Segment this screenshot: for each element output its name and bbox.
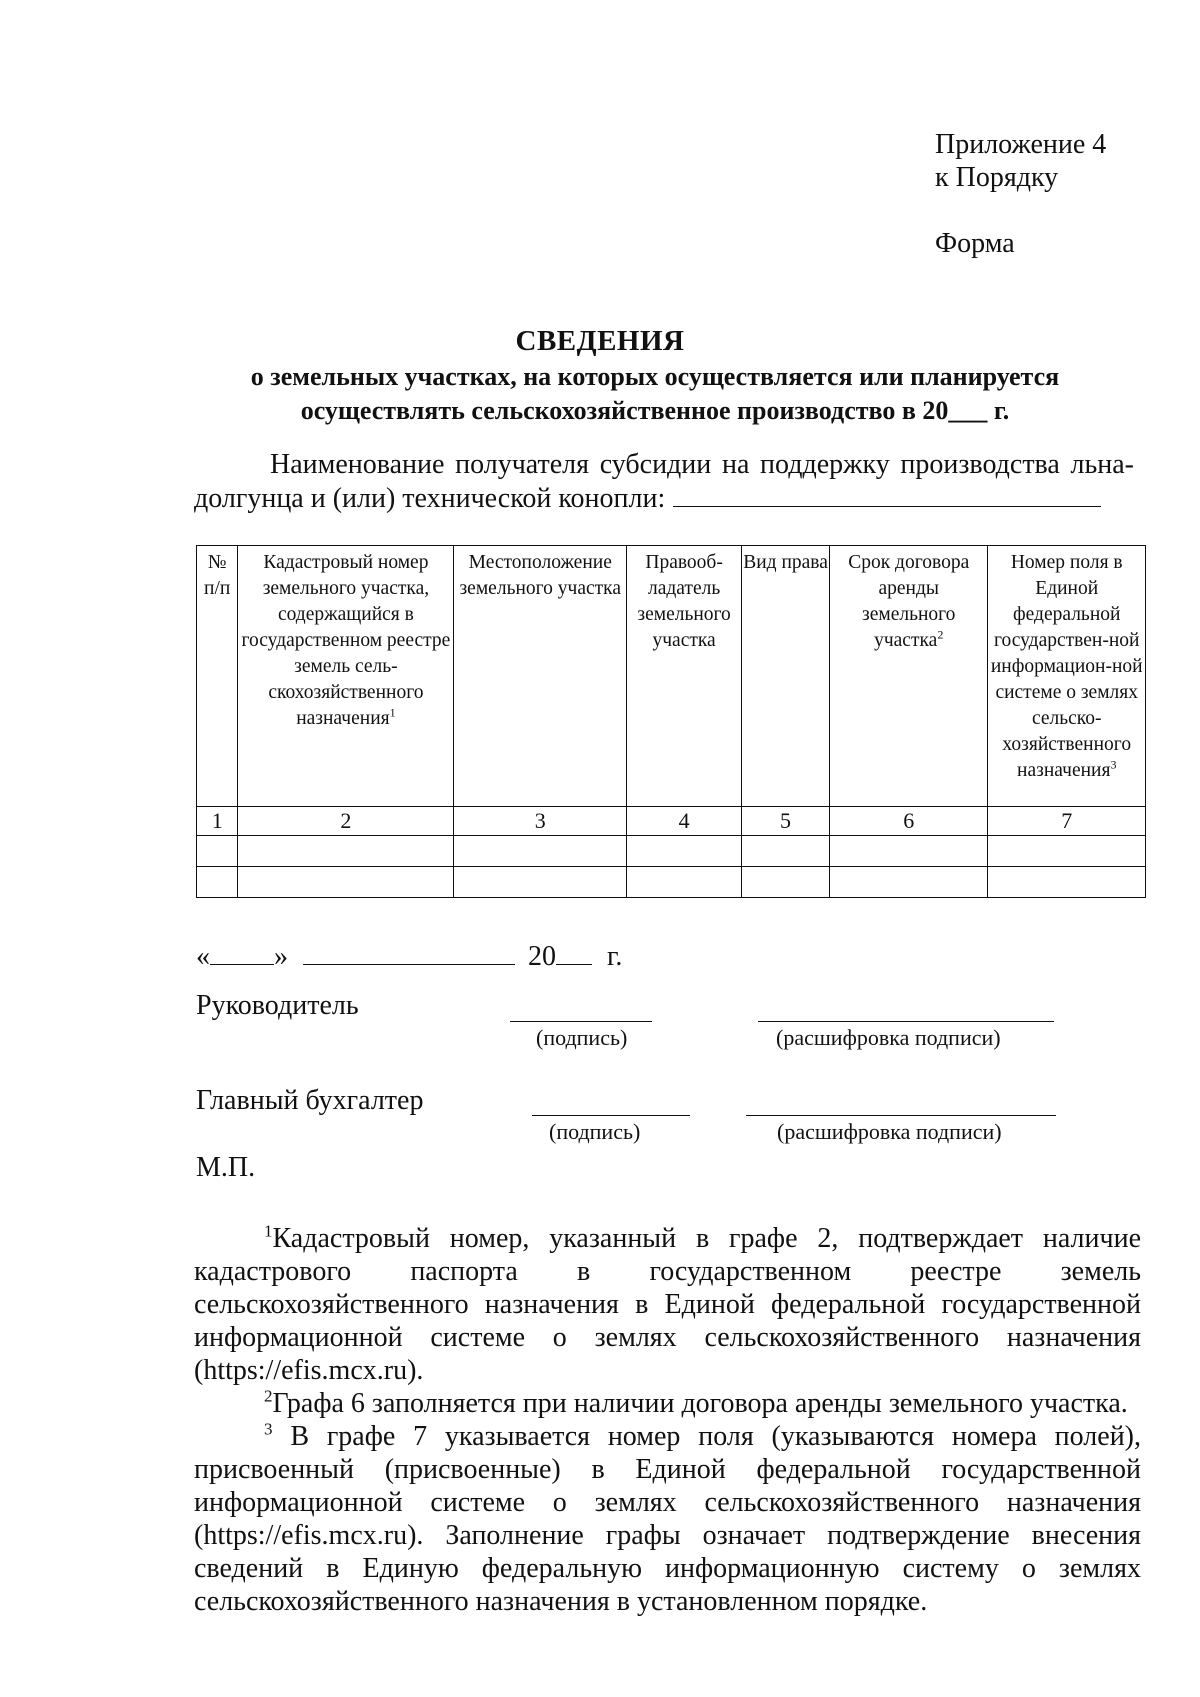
annex-number: Приложение 4 xyxy=(935,129,1107,160)
table-cell[interactable] xyxy=(627,867,742,898)
accountant-signature-field[interactable] xyxy=(532,1115,690,1116)
table-cell[interactable] xyxy=(742,867,830,898)
recipient-label-text: долгунца и (или) технической конопли: xyxy=(194,483,666,514)
column-number-cell: 3 xyxy=(454,807,627,836)
table-cell[interactable] xyxy=(988,867,1146,898)
footnote-text: В графе 7 указывается номер поля (указываются номера полей), присвоенный (присвоенные) в Единой федеральной государственной информационной системе о землях сельскохозяйственного назначения (https://efis.mcx.ru). Заполнение графы означает подтверждение внесения сведений в Единую федеральную информационную систему о землях сельскохозяйственного назначения в установленном порядке. xyxy=(194,1421,1142,1617)
footnotes xyxy=(194,1222,1141,1618)
annex-header xyxy=(935,128,1106,194)
table-cell[interactable] xyxy=(742,836,830,867)
table-cell[interactable] xyxy=(627,836,742,867)
head-signature-decode-field[interactable] xyxy=(758,1021,1054,1022)
table-row xyxy=(197,867,1146,898)
close-quote: » xyxy=(274,941,288,972)
day-field[interactable] xyxy=(210,940,274,965)
recipient-label-line1: Наименование получателя субсидии на поддержку производства льна- xyxy=(270,449,1134,480)
header-cell-right-type: Вид права xyxy=(742,546,830,807)
recipient-name-field[interactable] xyxy=(673,484,1101,507)
document-title: СВЕДЕНИЯ xyxy=(515,325,685,357)
head-label: Руководитель xyxy=(196,990,359,1021)
open-quote: « xyxy=(196,941,210,972)
accountant-decode-caption: (расшифровка подписи) xyxy=(777,1119,1002,1144)
footnote xyxy=(194,1420,1141,1618)
head-signature-field[interactable] xyxy=(510,1021,652,1022)
year-prefix: 20 xyxy=(528,941,556,972)
table-cell[interactable] xyxy=(829,867,988,898)
header-cell-location: Местоположение земельного участка xyxy=(454,546,627,807)
column-number-cell: 2 xyxy=(238,807,454,836)
footnote-text: Графа 6 заполняется при наличии договора аренды земельного участка. xyxy=(272,1388,1128,1419)
footnote-mark: 1 xyxy=(264,1221,273,1241)
column-number-cell: 6 xyxy=(829,807,988,836)
date-line xyxy=(196,940,622,973)
column-number-cell: 7 xyxy=(988,807,1146,836)
header-cell-lease-term: Срок договора аренды земельного участка$^2$ xyxy=(829,546,988,807)
header-cell-cadastral: Кадастровый номер земельного участка, содержащийся в государственном реестре земель сель-скохозяйственного назначения$^1$ xyxy=(238,546,454,807)
table-column-numbers-row xyxy=(197,807,1146,836)
table-cell[interactable] xyxy=(988,836,1146,867)
accountant-signature-caption: (подпись) xyxy=(549,1119,641,1144)
header-cell-owner: Правооб-ладатель земельного участка xyxy=(627,546,742,807)
table-cell[interactable] xyxy=(454,836,627,867)
column-number-cell: 1 xyxy=(197,807,238,836)
table-row xyxy=(197,836,1146,867)
year-field[interactable] xyxy=(556,940,592,965)
table-cell[interactable] xyxy=(197,836,238,867)
header-cell-number: № п/п xyxy=(197,546,238,807)
footnote xyxy=(194,1387,1141,1420)
recipient-label-line2 xyxy=(194,482,1134,516)
land-plots-table xyxy=(196,545,1146,898)
stamp-place: М.П. xyxy=(196,1152,256,1183)
footnote-mark: 2 xyxy=(264,1386,273,1406)
table-cell[interactable] xyxy=(197,867,238,898)
form-label: Форма xyxy=(935,228,1015,259)
head-signature-caption: (подпись) xyxy=(536,1025,628,1050)
table-cell[interactable] xyxy=(238,867,454,898)
year-suffix: г. xyxy=(607,941,623,972)
table-header-row xyxy=(197,546,1146,807)
accountant-label: Главный бухгалтер xyxy=(196,1085,424,1116)
footnote xyxy=(194,1222,1141,1387)
recipient-block xyxy=(194,448,1134,516)
annex-reference: к Порядку xyxy=(935,162,1059,193)
document-subtitle: о земельных участках, на которых осуществляется или планируется осуществлять сельскохозяйственное производство в 20___ г. xyxy=(250,362,1060,425)
footnote-text: Кадастровый номер, указанный в графе 2, подтверждает наличие кадастрового паспорта в государственном реестре земель сельскохозяйственного назначения в Единой федеральной государственной информационной системе о землях сельскохозяйственного назначения (https://efis.mcx.ru). xyxy=(194,1223,1141,1386)
month-field[interactable] xyxy=(303,940,515,965)
table-cell[interactable] xyxy=(454,867,627,898)
accountant-signature-decode-field[interactable] xyxy=(746,1115,1056,1116)
column-number-cell: 4 xyxy=(627,807,742,836)
column-number-cell: 5 xyxy=(742,807,830,836)
header-cell-field-number: Номер поля в Единой федеральной государствен-ной информацион-ной системе о землях сельско-хозяйственного назначения$^3$ xyxy=(988,546,1146,807)
table-cell[interactable] xyxy=(238,836,454,867)
footnote-mark: 3 xyxy=(264,1419,273,1439)
head-decode-caption: (расшифровка подписи) xyxy=(776,1025,1001,1050)
table-cell[interactable] xyxy=(829,836,988,867)
